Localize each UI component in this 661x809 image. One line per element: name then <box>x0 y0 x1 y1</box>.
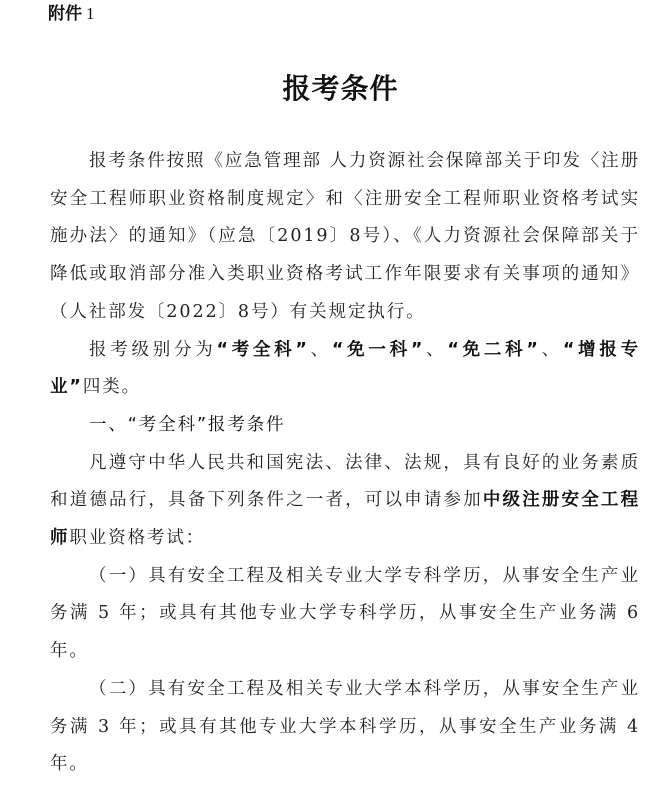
attachment-number: 1 <box>86 4 95 23</box>
exam-name-emphasis: 中级注册安全工程师 <box>50 490 640 549</box>
section-1-intro-text: 凡遵守中华人民共和国宪法、法律、法规，具有良好的业务素质和道德品行，具备下列条件之一者，可以申请参加 <box>50 452 640 511</box>
section-1-intro-suffix: 职业资格考试： <box>69 528 206 549</box>
condition-2: （二）具有安全工程及相关专业大学本科学历，从事安全生产业务满 3 年；或具有其他专业大学本科学历，从事安全生产业务满 4 年。 <box>50 678 640 775</box>
level-full-exam: “考全科” <box>216 339 309 360</box>
attachment-label-text: 附件 <box>48 4 82 24</box>
level-exempt-two: “免二科” <box>447 339 540 360</box>
attachment-label <box>48 3 95 25</box>
levels-suffix: 四类。 <box>82 377 142 398</box>
condition-1: （一）具有安全工程及相关专业大学专科学历，从事安全生产业务满 5 年；或具有其他专业大学专科学历，从事安全生产业务满 6 年。 <box>50 565 640 662</box>
document-body <box>50 143 640 784</box>
section-1-heading: 一、“考全科”报考条件 <box>89 414 286 435</box>
level-add-major: “增报专业” <box>50 339 640 398</box>
levels-separator: 、 <box>424 339 448 360</box>
level-exempt-one: “免一科” <box>331 339 425 360</box>
section-1-intro <box>50 445 640 558</box>
intro-paragraph: 报考条件按照《应急管理部 人力资源社会保障部关于印发〈注册安全工程师职业资格制度规定〉和〈注册安全工程师职业资格考试实施办法〉的通知》（应急〔2019〕8号）、《人力资源社会保障部关于降低或取消部分准入类职业资格考试工作年限要求有关事项的通知》（人社部发〔2022〕8号）有关规定执行。 <box>50 151 640 322</box>
page-title: 报考条件 <box>282 72 399 105</box>
levels-separator: 、 <box>308 339 332 360</box>
exam-levels-paragraph <box>50 332 640 407</box>
levels-prefix: 报考级别分为 <box>89 339 217 360</box>
levels-separator: 、 <box>539 339 563 360</box>
